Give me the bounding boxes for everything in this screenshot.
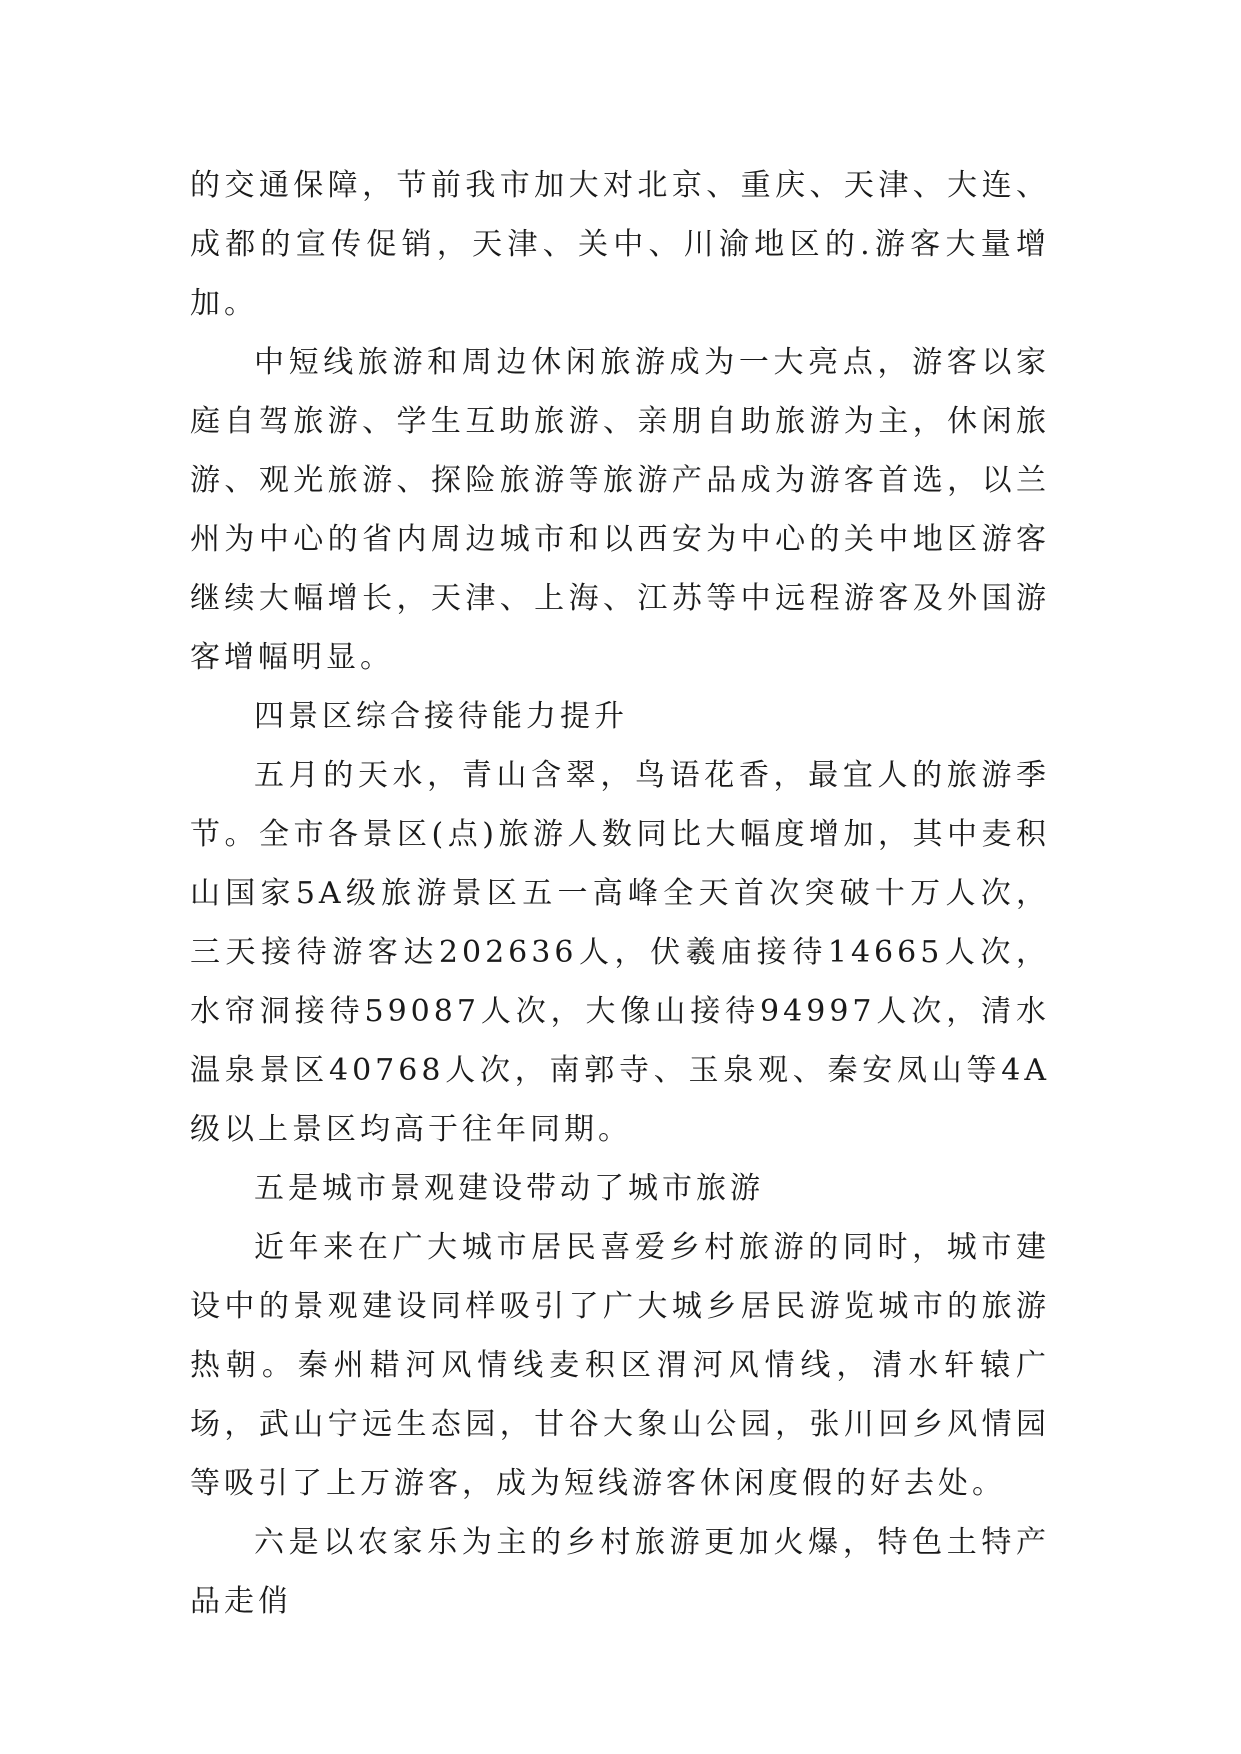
paragraph-scenic-visitors: 五月的天水，青山含翠，鸟语花香，最宜人的旅游季节。全市各景区(点)旅游人数同比大幅度增加，其中麦积山国家5A级旅游景区五一高峰全天首次突破十万人次，三天接待游客达202636人，伏羲庙接待14665人次，水帘洞接待59087人次，大像山接待94997人次，清水温泉景区40768人次，南郭寺、玉泉观、秦安凤山等4A级以上景区均高于往年同期。 (190, 758, 1050, 1147)
paragraph-transport: 的交通保障，节前我市加大对北京、重庆、天津、大连、成都的宣传促销，天津、关中、川渝地区的.游客大量增加。 (190, 168, 1050, 321)
document-body (190, 156, 1050, 1631)
paragraph-city-landscape: 近年来在广大城市居民喜爱乡村旅游的同时，城市建设中的景观建设同样吸引了广大城乡居民游览城市的旅游热朝。秦州耤河风情线麦积区渭河风情线，清水轩辕广场，武山宁远生态园，甘谷大象山公园，张川回乡风情园等吸引了上万游客，成为短线游客休闲度假的好去处。 (190, 1230, 1050, 1501)
paragraph-short-trips: 中短线旅游和周边休闲旅游成为一大亮点，游客以家庭自驾旅游、学生互助旅游、亲朋自助旅游为主，休闲旅游、观光旅游、探险旅游等旅游产品成为游客首选，以兰州为中心的省内周边城市和以西安为中心的关中地区游客继续大幅增长，天津、上海、江苏等中远程游客及外国游客增幅明显。 (190, 345, 1050, 675)
heading-rural-tourism: 六是以农家乐为主的乡村旅游更加火爆，特色土特产品走俏 (190, 1525, 1050, 1619)
heading-city-landscape: 五是城市景观建设带动了城市旅游 (254, 1171, 764, 1206)
heading-scenic-capacity: 四景区综合接待能力提升 (254, 699, 628, 734)
